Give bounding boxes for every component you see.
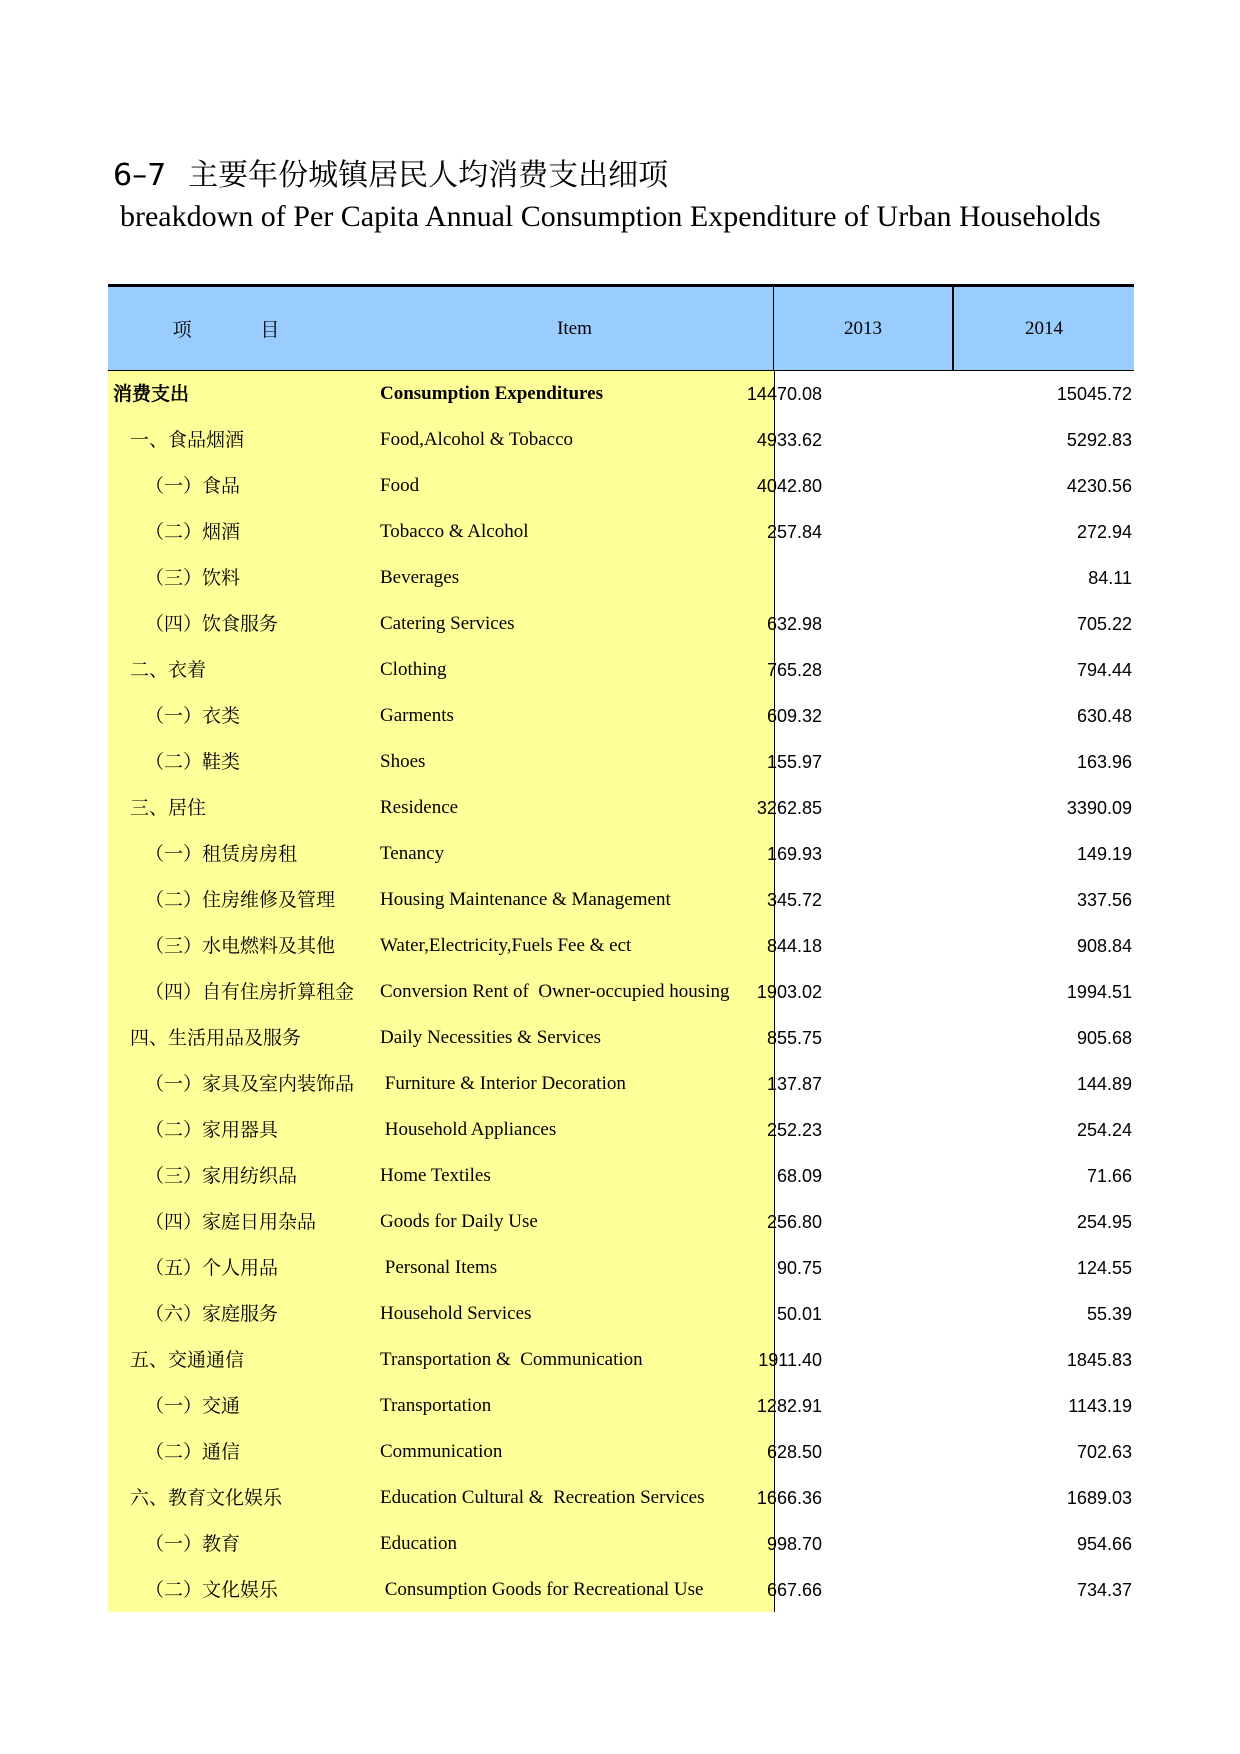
header-2014-label: 2014 [1025,317,1063,339]
row-value-2014: 71.66 [1086,1166,1132,1186]
row-label-en: Water,Electricity,Fuels Fee & ect [380,935,632,956]
row-value-2013: 998.70 [766,1534,822,1554]
row-label-en: Residence [380,797,459,818]
row-value-2013: 257.84 [766,522,822,542]
row-label-cn: 消费支出 [113,383,190,405]
row-label-cn: （一）家具及室内装饰品 [145,1073,355,1095]
row-label-cn: （三）家用纺织品 [145,1165,298,1187]
table-number: 6–7 [113,158,167,193]
row-value-2014: 1845.83 [1066,1350,1132,1370]
row-label-cn: （四）家庭日用杂品 [145,1211,317,1233]
row-value-2014: 3390.09 [1066,798,1132,818]
row-label-cn: （二）烟酒 [145,521,241,543]
row-value-2013: 667.66 [766,1580,822,1600]
table-row [108,877,1134,923]
row-value-2013: 1911.40 [758,1350,822,1370]
row-value-2014: 149.19 [1076,844,1132,864]
table-row [108,1291,1134,1337]
row-value-2014: 254.95 [1076,1212,1132,1232]
row-label-cn: 六、教育文化娱乐 [130,1487,283,1509]
row-label-en: Consumption Expenditures [380,383,603,404]
header-2014-column [954,287,1134,370]
row-label-en: Education Cultural & Recreation Services [380,1487,705,1508]
row-label-en: Home Textiles [380,1165,491,1186]
row-label-cn: （二）鞋类 [145,751,241,773]
row-label-cn: 五、交通通信 [130,1349,245,1371]
page-title-en: breakdown of Per Capita Annual Consumption Expenditure of Urban Households [120,200,1101,233]
row-label-cn: （五）个人用品 [145,1257,279,1279]
table-row [108,785,1134,831]
row-label-cn: （一）租赁房房租 [145,843,298,865]
row-label-en: Food,Alcohol & Tobacco [380,429,574,450]
row-value-2014: 55.39 [1086,1304,1132,1324]
row-value-2014: 954.66 [1076,1534,1132,1554]
row-label-cn: （四）饮食服务 [145,613,279,635]
row-value-2013: 90.75 [776,1258,822,1278]
row-value-2014: 908.84 [1076,936,1132,956]
table-row [108,1567,1134,1613]
row-value-2013: 1903.02 [756,982,822,1002]
table-row [108,1337,1134,1383]
row-label-cn: 二、衣着 [130,659,207,681]
row-value-2014: 702.63 [1076,1442,1132,1462]
table-row [108,1521,1134,1567]
row-value-2013: 14470.08 [746,384,822,404]
row-value-2014: 84.11 [1088,568,1132,588]
table-row [108,555,1134,601]
table-row [108,1383,1134,1429]
row-label-cn: 四、生活用品及服务 [130,1027,302,1049]
row-label-en: Garments [380,705,454,726]
row-value-2014: 4230.56 [1066,476,1132,496]
row-value-2013: 3262.85 [756,798,822,818]
row-value-2014: 163.96 [1076,752,1132,772]
table-row [108,371,1134,417]
row-value-2013: 765.28 [766,660,822,680]
table-row [108,463,1134,509]
header-2013-label: 2013 [844,317,882,339]
table-row [108,1015,1134,1061]
table-row [108,693,1134,739]
row-label-en: Education [380,1533,458,1554]
row-label-cn: 三、居住 [130,797,207,819]
row-value-2014: 630.48 [1076,706,1132,726]
row-value-2013: 4042.80 [756,476,822,496]
row-value-2013: 855.75 [766,1028,822,1048]
row-label-en: Furniture & Interior Decoration [380,1073,626,1094]
title-cn-text: 主要年份城镇居民人均消费支出细项 [188,158,669,193]
row-value-2013: 256.80 [766,1212,822,1232]
table-row [108,1061,1134,1107]
row-label-cn: （二）文化娱乐 [145,1579,279,1601]
row-value-2014: 144.89 [1076,1074,1132,1094]
row-value-2014: 705.22 [1076,614,1132,634]
row-value-2013: 50.01 [776,1304,822,1324]
row-label-cn: （一）衣类 [145,705,241,727]
row-label-en: Household Services [380,1303,532,1324]
row-label-cn: （一）教育 [145,1533,241,1555]
header-cn-column [108,287,376,370]
row-value-2014: 15045.72 [1056,384,1132,404]
table-row [108,509,1134,555]
table-body [108,371,1134,1613]
row-label-en: Tenancy [380,843,445,864]
table-row [108,1245,1134,1291]
row-value-2013: 252.23 [766,1120,822,1140]
row-value-2013: 68.09 [776,1166,822,1186]
row-label-en: Transportation [380,1395,492,1416]
header-item-label: Item [557,317,592,339]
row-label-cn: （一）交通 [145,1395,241,1417]
table-row [108,969,1134,1015]
table-row [108,601,1134,647]
row-value-2013: 844.18 [766,936,822,956]
row-label-en: Catering Services [380,613,515,634]
row-value-2013: 1666.36 [756,1488,822,1508]
table-row [108,1429,1134,1475]
row-value-2013: 137.87 [766,1074,822,1094]
row-label-en: Communication [380,1441,503,1462]
row-value-2013: 609.32 [766,706,822,726]
row-value-2014: 734.37 [1076,1580,1132,1600]
table-row [108,923,1134,969]
row-value-2013: 628.50 [766,1442,822,1462]
row-value-2014: 794.44 [1076,660,1132,680]
table-row [108,1107,1134,1153]
row-label-en: Goods for Daily Use [380,1211,538,1232]
table-row [108,647,1134,693]
table-row [108,739,1134,785]
table-row [108,831,1134,877]
row-label-cn: （六）家庭服务 [145,1303,279,1325]
row-label-cn: （三）水电燃料及其他 [145,935,336,957]
row-label-en: Transportation & Communication [380,1349,643,1370]
table-row [108,1199,1134,1245]
row-label-en: Shoes [380,751,426,772]
row-label-en: Daily Necessities & Services [380,1027,602,1048]
table-row [108,1153,1134,1199]
row-label-en: Conversion Rent of Owner-occupied housing [380,981,730,1002]
row-label-en: Personal Items [380,1257,498,1278]
row-label-cn: 一、食品烟酒 [130,429,245,451]
row-value-2014: 124.55 [1076,1258,1132,1278]
row-value-2013: 4933.62 [756,430,822,450]
row-value-2014: 1143.19 [1068,1396,1132,1416]
row-label-cn: （二）通信 [145,1441,241,1463]
row-value-2014: 272.94 [1076,522,1132,542]
row-label-cn: （三）饮料 [145,567,241,589]
row-value-2014: 905.68 [1076,1028,1132,1048]
row-value-2013: 169.93 [766,844,822,864]
row-label-cn: （四）自有住房折算租金 [145,981,355,1003]
header-item-column [376,287,774,370]
row-value-2014: 254.24 [1076,1120,1132,1140]
table-row [108,1475,1134,1521]
row-label-en: Clothing [380,659,447,680]
row-value-2014: 1994.51 [1066,982,1132,1002]
row-value-2014: 337.56 [1076,890,1132,910]
row-label-cn: （一）食品 [145,475,241,497]
row-label-en: Housing Maintenance & Management [380,889,671,910]
row-label-en: Tobacco & Alcohol [380,521,529,542]
row-label-en: Beverages [380,567,460,588]
row-value-2013: 632.98 [766,614,822,634]
page-title-cn [113,150,668,194]
header-2013-column [774,287,954,370]
row-label-cn: （二）家用器具 [145,1119,279,1141]
row-value-2013: 1282.91 [756,1396,822,1416]
row-label-en: Household Appliances [380,1119,557,1140]
header-cn-label: 项 目 [172,320,312,341]
row-value-2013: 345.72 [766,890,822,910]
row-label-en: Food [380,475,420,496]
row-label-en: Consumption Goods for Recreational Use [380,1579,704,1600]
row-value-2014: 5292.83 [1066,430,1132,450]
row-label-cn: （二）住房维修及管理 [145,889,336,911]
table-row [108,417,1134,463]
row-value-2013: 155.97 [766,752,822,772]
row-value-2014: 1689.03 [1066,1488,1132,1508]
